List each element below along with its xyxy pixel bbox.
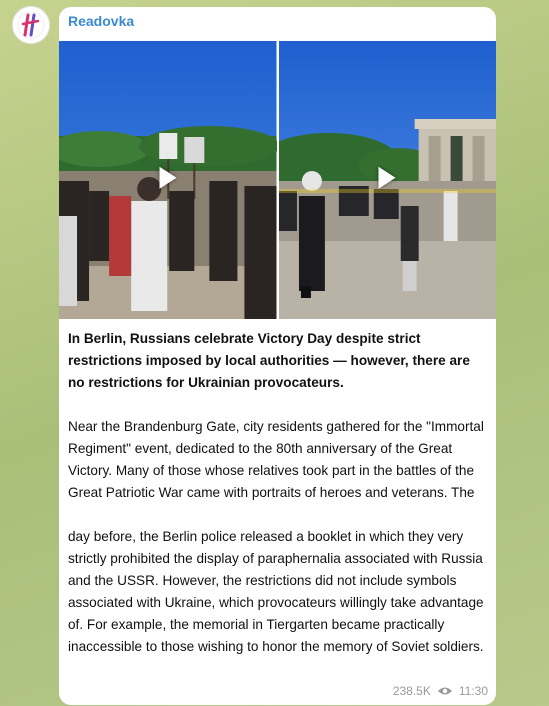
video-thumbnail-1[interactable] <box>59 41 277 319</box>
message-meta <box>393 684 488 698</box>
play-icon[interactable] <box>379 167 396 189</box>
message-time: 11:30 <box>458 684 488 698</box>
eye-icon <box>437 686 453 696</box>
headline-text: In Berlin, Russians celebrate Victory Day despite strict restrictions imposed by local authorities — however, there are no restrictions for Ukrainian provocateurs. <box>68 331 470 390</box>
paragraph-2: day before, the Berlin police released a booklet in which they very strictly prohibited the display of paraphernalia associated with Russia and the USSR. However, the restrictions did not include symbols associated with Ukraine, which provocateurs willingly take advantage of. For example, the memorial in Tiergarten became practically inaccessible to those wishing to honor the memory of Soviet soldiers. <box>68 529 484 654</box>
paragraph-1: Near the Brandenburg Gate, city residents gathered for the "Immortal Regiment" event, dedicated to the 80th anniversary of the Great Victory. Many of those whose relatives took part in the battles of the Great Patriotic War came with portraits of heroes and veterans. The <box>68 419 484 500</box>
play-icon[interactable] <box>159 167 176 189</box>
channel-avatar[interactable] <box>12 6 50 44</box>
message-text <box>68 320 490 658</box>
media-album <box>59 41 496 319</box>
readovka-logo-icon <box>17 11 45 39</box>
views-count: 238.5K <box>392 684 431 698</box>
message-bubble <box>59 7 496 705</box>
channel-name[interactable]: Readovka <box>68 13 135 29</box>
video-thumbnail-2[interactable] <box>279 41 497 319</box>
